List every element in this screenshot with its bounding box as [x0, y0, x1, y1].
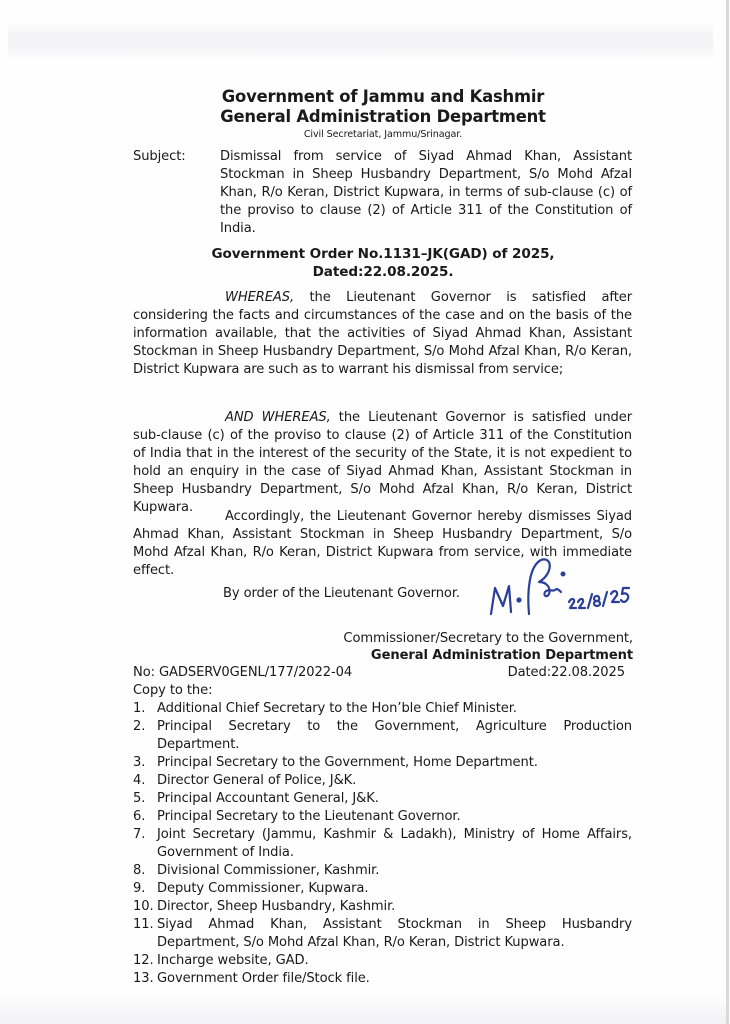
- copy-to-list: [133, 700, 632, 988]
- copy-to-label: Copy to the:: [133, 683, 213, 698]
- list-item: 10. Director, Sheep Husbandry, Kashmir.: [133, 899, 396, 914]
- and-whereas-paragraph: [133, 409, 632, 517]
- paragraph-lead: WHEREAS,: [225, 290, 295, 305]
- list-item: 7. Joint Secretary (Jammu, Kashmir & Ladakh), Ministry of Home Affairs, Government of India.: [133, 827, 632, 860]
- office-address: Civil Secretariat, Jammu/Srinagar.: [303, 129, 463, 140]
- list-item-text: Director General of Police, J&K.: [157, 773, 357, 788]
- list-item-text: Principal Secretary to the Government, Agriculture Production Department.: [157, 719, 632, 752]
- by-order-line: By order of the Lieutenant Governor.: [223, 586, 460, 601]
- paragraph-text: the Lieutenant Governor is satisfied under sub-clause (c) of the proviso to clause (2) of Article 311 of the Constitution of India that in the interest of the security of the State, it is not expedient to hold an enquiry in the case of Siyad Ahmad Khan, Assistant Stockman in Sheep Husbandry Department, S/o Mohd Afzal Khan, R/o Keran, District Kupwara.: [133, 410, 632, 515]
- signatory-title: Commissioner/Secretary to the Government,: [343, 631, 633, 646]
- reference-number: No: GADSERV0GENL/177/2022-04: [133, 665, 353, 680]
- list-item-text: Principal Secretary to the Government, Home Department.: [157, 755, 538, 770]
- paragraph-lead: AND WHEREAS,: [225, 410, 331, 425]
- subject-text: Dismissal from service of Siyad Ahmad Khan, Assistant Stockman in Sheep Husbandry Department, S/o Mohd Afzal Khan, R/o Keran, District Kupwara, in terms of sub-clause (c) of the proviso to clause (2) of Article 311 of the Constitution of India.: [220, 149, 632, 236]
- paragraph-text: the Lieutenant Governor is satisfied after considering the facts and circumstances of the case and on the basis of the information available, that the activities of Siyad Ahmad Khan, Assistant Stockman in Sheep Husbandry Department, S/o Mohd Afzal Khan, R/o Keran, District Kupwara are such as to warrant his dismissal from service;: [133, 290, 632, 377]
- scan-bleed-through: [8, 22, 713, 60]
- list-item: 2. Principal Secretary to the Government, Agriculture Production Department.: [133, 719, 632, 752]
- signature-dot: [518, 599, 521, 602]
- order-number: Government Order No.1131–JK(GAD) of 2025,: [211, 246, 555, 262]
- list-item: 4. Director General of Police, J&K.: [133, 773, 357, 788]
- signature-stroke-r: [528, 559, 561, 614]
- paragraph-text: Accordingly, the Lieutenant Governor hereby dismisses Siyad Ahmad Khan, Assistant Stockman in Sheep Husbandry Department, S/o Mohd Afzal Khan, R/o Keran, District Kupwara from service, with immediate effect.: [133, 509, 632, 578]
- list-item-text: Incharge website, GAD.: [157, 953, 309, 968]
- handwritten-signature: [483, 552, 633, 622]
- government-heading: Government of Jammu and Kashmir: [221, 87, 545, 106]
- whereas-paragraph: [133, 289, 632, 379]
- list-item: 9. Deputy Commissioner, Kupwara.: [133, 881, 369, 896]
- subject-label: Subject:: [133, 149, 186, 164]
- order-date: Dated:22.08.2025.: [312, 264, 454, 280]
- list-item-text: Director, Sheep Husbandry, Kashmir.: [157, 899, 396, 914]
- signature-dot-i: [562, 573, 565, 576]
- list-item: 13. Government Order file/Stock file.: [133, 971, 370, 986]
- list-item-text: Additional Chief Secretary to the Hon’ble Chief Minister.: [157, 701, 517, 716]
- list-item-text: Divisional Commissioner, Kashmir.: [157, 863, 380, 878]
- list-item-text: Joint Secretary (Jammu, Kashmir & Ladakh), Ministry of Home Affairs, Government of India.: [157, 827, 632, 860]
- list-item-text: Government Order file/Stock file.: [157, 971, 370, 986]
- list-item-text: Principal Accountant General, J&K.: [157, 791, 379, 806]
- list-item: 12. Incharge website, GAD.: [133, 953, 309, 968]
- scan-shadow: [0, 995, 726, 1024]
- list-item: 1. Additional Chief Secretary to the Hon’ble Chief Minister.: [133, 701, 517, 716]
- reference-date: Dated:22.08.2025: [507, 665, 625, 680]
- signatory-department: General Administration Department: [370, 648, 633, 663]
- department-heading: General Administration Department: [220, 107, 546, 126]
- signature-stroke-m: [491, 586, 511, 614]
- list-item-text: Principal Secretary to the Lieutenant Governor.: [157, 809, 461, 824]
- list-item: 6. Principal Secretary to the Lieutenant Governor.: [133, 809, 461, 824]
- list-item-text: Siyad Ahmad Khan, Assistant Stockman in Sheep Husbandry Department, S/o Mohd Afzal Khan, R/o Keran, District Kupwara.: [157, 917, 632, 950]
- signature-date: [569, 588, 629, 608]
- list-item: 11. Siyad Ahmad Khan, Assistant Stockman in Sheep Husbandry Department, S/o Mohd Afzal Khan, R/o Keran, District Kupwara.: [133, 917, 632, 950]
- list-item: 5. Principal Accountant General, J&K.: [133, 791, 379, 806]
- list-item: 3. Principal Secretary to the Government, Home Department.: [133, 755, 538, 770]
- list-item-text: Deputy Commissioner, Kupwara.: [157, 881, 369, 896]
- list-item: 8. Divisional Commissioner, Kashmir.: [133, 863, 380, 878]
